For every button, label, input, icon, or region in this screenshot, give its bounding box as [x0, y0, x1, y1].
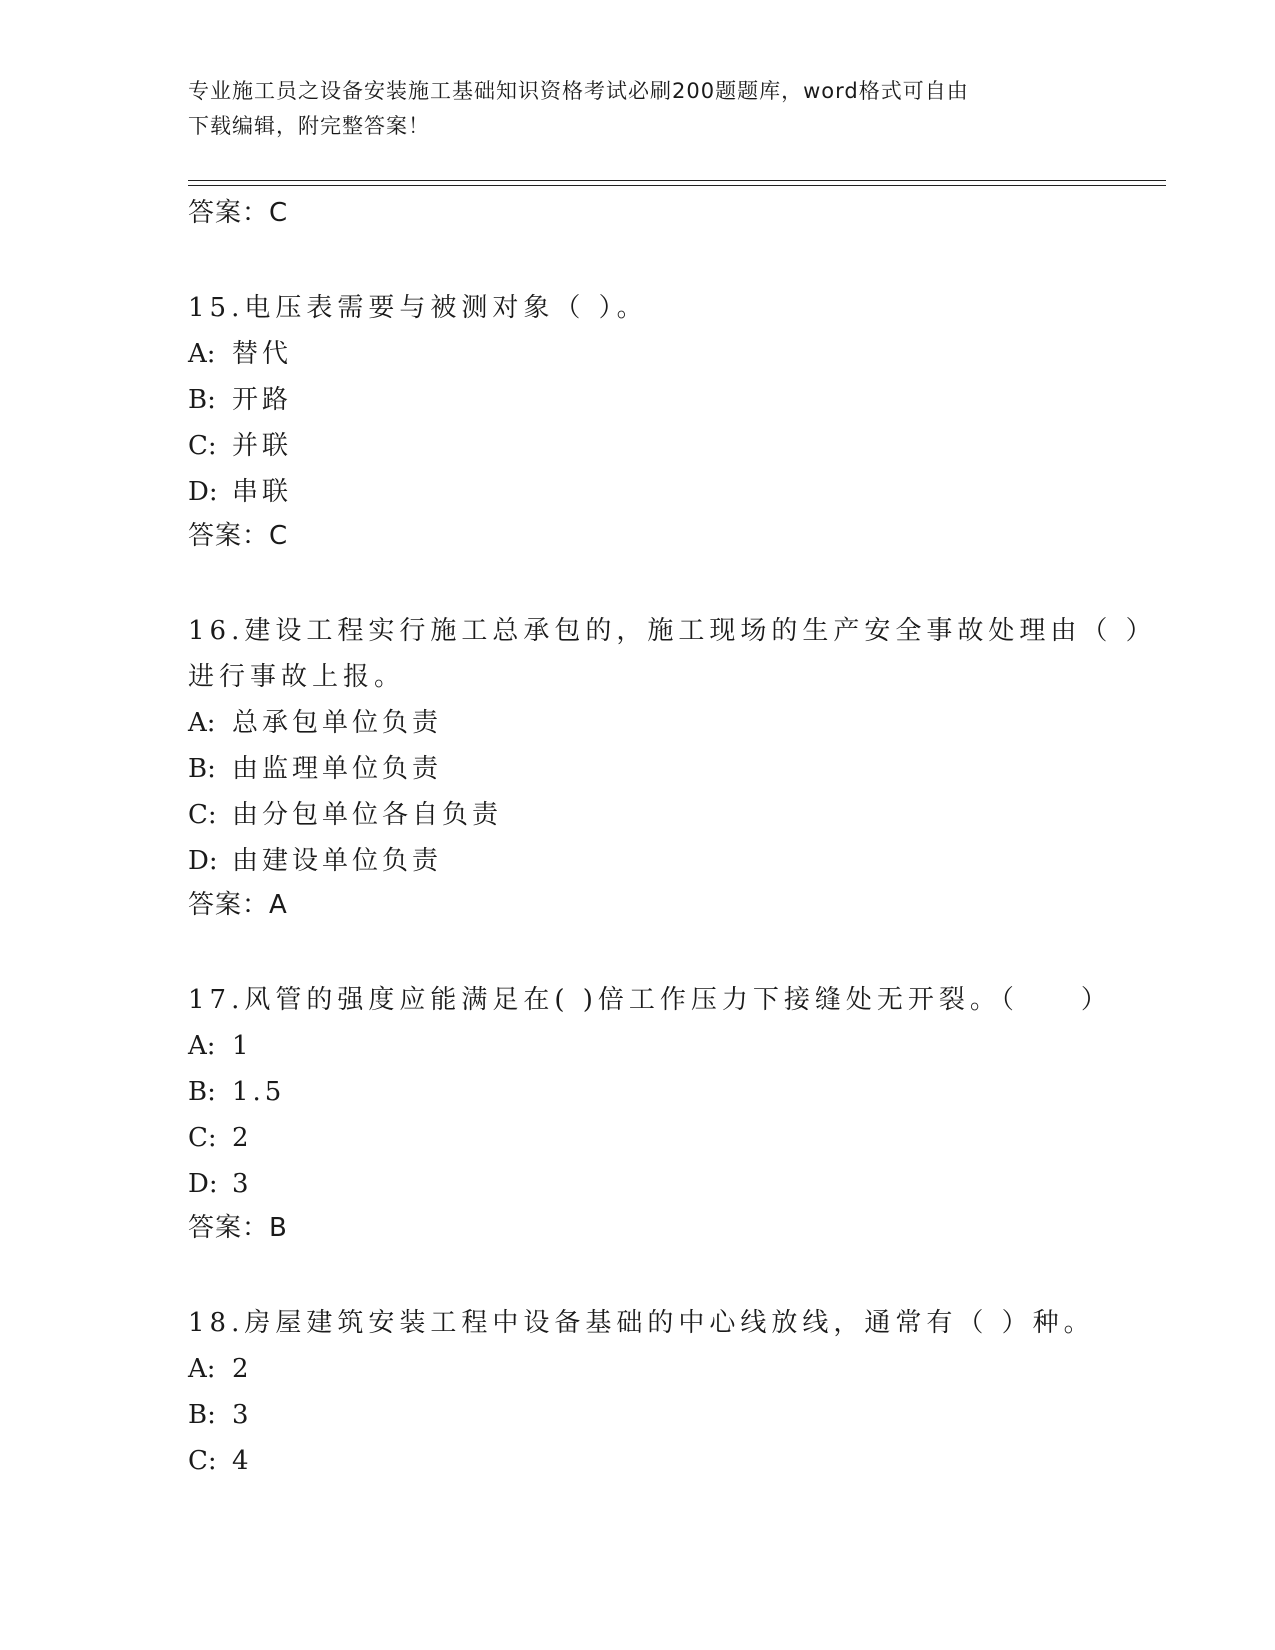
option-text: 串联 — [232, 477, 293, 507]
answer-line — [188, 196, 1148, 230]
option-a — [188, 1023, 1148, 1069]
option-d — [188, 1161, 1148, 1207]
option-key: A: — [188, 1031, 216, 1061]
header-divider-bottom — [188, 185, 1166, 186]
option-c — [188, 423, 1148, 469]
option-key: A: — [188, 1354, 216, 1384]
option-text: 总承包单位负责 — [232, 708, 443, 738]
answer-value: C — [269, 521, 289, 551]
header-line-2: 下载编辑，附完整答案！ — [188, 114, 430, 138]
option-text: 3 — [232, 1400, 253, 1430]
option-text: 开路 — [232, 385, 293, 415]
option-text: 替代 — [232, 339, 293, 369]
option-text: 2 — [232, 1354, 253, 1384]
question-text: 16.建设工程实行施工总承包的，施工现场的生产安全事故处理由（ ）进行事故上报。 — [188, 616, 1144, 692]
question-block — [188, 1300, 1148, 1484]
answer-label: 答案： — [188, 1213, 270, 1243]
answer-line — [188, 888, 1148, 922]
answer-label: 答案： — [188, 198, 270, 228]
option-text: 2 — [232, 1123, 253, 1153]
option-c — [188, 1438, 1148, 1484]
question-block — [188, 285, 1148, 553]
option-text: 并联 — [232, 431, 293, 461]
question-block — [188, 608, 1148, 922]
option-b — [188, 746, 1148, 792]
option-text: 1 — [232, 1031, 253, 1061]
option-text: 4 — [232, 1446, 253, 1476]
option-text: 由监理单位负责 — [232, 754, 443, 784]
option-key: B: — [188, 1400, 216, 1430]
option-key: D: — [188, 1169, 218, 1199]
option-text: 3 — [232, 1169, 253, 1199]
option-key: C: — [188, 800, 217, 830]
option-c — [188, 1115, 1148, 1161]
option-key: C: — [188, 1446, 217, 1476]
option-key: D: — [188, 846, 218, 876]
option-key: D: — [188, 477, 218, 507]
option-b — [188, 377, 1148, 423]
answer-line — [188, 1211, 1148, 1245]
option-text: 由分包单位各自负责 — [232, 800, 503, 830]
question-list — [188, 192, 1148, 1484]
option-a — [188, 331, 1148, 377]
question-text: 15.电压表需要与被测对象（ ）。 — [188, 293, 648, 323]
answer-label: 答案： — [188, 521, 270, 551]
question-text: 17.风管的强度应能满足在( )倍工作压力下接缝处无开裂。（ ） — [188, 985, 1112, 1015]
answer-line — [188, 519, 1148, 553]
option-key: A: — [188, 708, 216, 738]
option-key: C: — [188, 1123, 217, 1153]
answer-value: C — [269, 198, 289, 228]
option-d — [188, 838, 1148, 884]
option-text: 1.5 — [232, 1077, 286, 1107]
option-b — [188, 1392, 1148, 1438]
option-text: 由建设单位负责 — [232, 846, 443, 876]
option-d — [188, 469, 1148, 515]
question-text: 18.房屋建筑安装工程中设备基础的中心线放线，通常有（ ）种。 — [188, 1308, 1095, 1338]
answer-label: 答案： — [188, 890, 270, 920]
option-key: B: — [188, 1077, 216, 1107]
header-divider-top — [188, 180, 1166, 181]
option-key: A: — [188, 339, 216, 369]
option-key: B: — [188, 385, 216, 415]
document-header — [188, 74, 1088, 144]
header-line-1: 专业施工员之设备安装施工基础知识资格考试必刷200题题库，word格式可自由 — [188, 79, 969, 103]
option-a — [188, 1346, 1148, 1392]
answer-value: A — [269, 890, 288, 920]
answer-value: B — [269, 1213, 288, 1243]
option-key: C: — [188, 431, 217, 461]
question-block — [188, 977, 1148, 1245]
option-c — [188, 792, 1148, 838]
option-key: B: — [188, 754, 216, 784]
option-a — [188, 700, 1148, 746]
option-b — [188, 1069, 1148, 1115]
